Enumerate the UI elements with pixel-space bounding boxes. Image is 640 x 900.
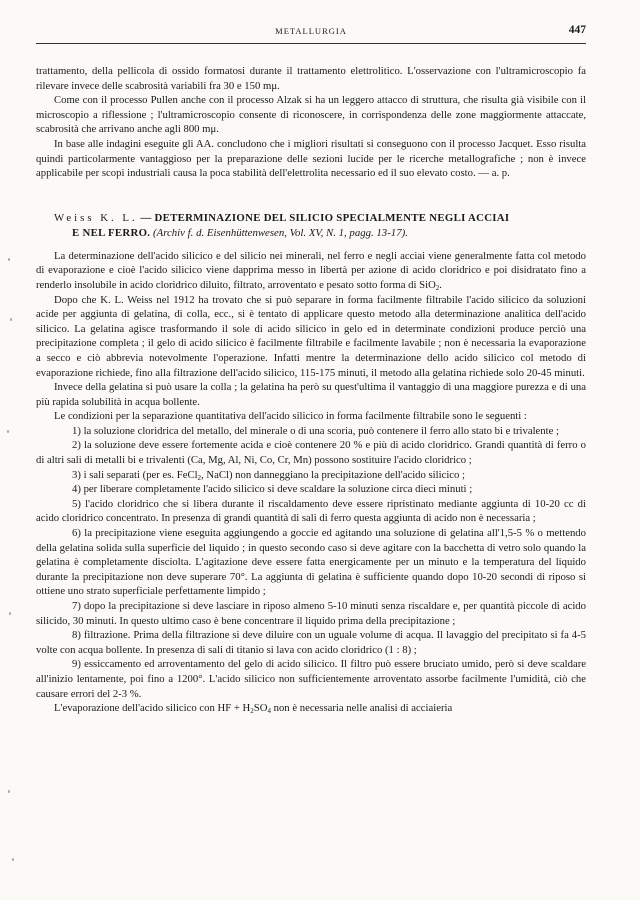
paragraph-1-end: . [439,278,442,291]
running-title: METALLURGIA [275,26,347,36]
condition-item-9: 9) essiccamento ed arroventamento del gelo di acido silicico. Il filtro può essere bruciato umido, però si deve scaldare all'inizio lentamente, poi fino a 1200°. L'acido silicico non sufficientemente arroventato assorbe facilmente l'umidità, ciò che causare errori del 2-3 %. [36,658,586,700]
article-paragraph-last [36,701,586,716]
last-paragraph-subscript-2: 4 [267,707,271,716]
previous-article-paragraph-2: Come con il processo Pullen anche con il processo Alzak si ha un leggero attacco di struttura, che risulta già visibile con il microscopio a riflessione ; l'ultramicroscopio consente di riconoscere, in corrispondenza delle zone maggiormente attaccate, scabrosità che arrivano anche agli 800 mμ. [36,94,586,136]
scan-speck [9,612,11,615]
last-paragraph-text-a: L'evaporazione dell'acido silicico con HF + H [54,702,251,715]
header-rule [36,43,586,44]
article-paragraph-4: Le condizioni per la separazione quantitativa dell'acido silicico in forma facilmente filtrabile sono le seguenti : [54,410,527,423]
paragraph-1-subscript: 2 [435,283,440,292]
condition-item-5: 5) l'acido cloridrico che si libera durante il riscaldamento deve essere ripristinato mediante aggiunta di 10-20 cc di acido cloridrico concentrato. In presenza di grandi quantità di sali di ferro questa aggiunta di acido non è necessaria ; [36,497,586,525]
condition-item-3 [36,468,586,483]
condition-item-6: 6) la precipitazione viene eseguita aggiungendo a goccie ed agitando una soluzione di gelatina all'1,5-5 % o mettendo della gelatina solida sulla superficie del liquido ; in questo secondo caso si deve agitare con la bacchetta di vetro solo quando la gelatina è completamente disciolta. L'agitazione deve essere fatta energicamente per un minuto e la temperatura del liquido durante la precipitazione non deve superare 70°. La aggiunta di gelatina è sufficiente quando dopo 10-20 secondi di riposo si ottiene uno strato superficiale perfettamente limpido ; [36,527,586,598]
section-gap [36,181,586,211]
paragraph-1-text: La determinazione dell'acido silicico e del silicio nei minerali, nel ferro e negli acciai viene generalmente fatta col metodo di evaporazione e cioè l'acido silicico viene dapprima messo in libertà per azione di acido cloridrico e poi disidratato fino a renderlo insolubile in acido cloridrico diluito, filtrato, arroventato e pesato sotto forma di SiO [36,249,586,291]
item-3-subscript: 2 [197,473,202,482]
article-title-continuation [36,226,586,241]
item-3-text-b: , NaCl) non danneggiano la precipitazione dell'acido silicico ; [201,468,466,481]
article-title-line-2: E NEL FERRO. [72,226,151,239]
last-paragraph-text-c: non è necessaria nelle analisi di acciaieria [270,702,453,715]
condition-item-4: 4) per liberare completamente l'acido silicico si deve scaldare la soluzione circa dieci minuti ; [72,483,473,496]
condition-item-8: 8) filtrazione. Prima della filtrazione si deve diluire con un uguale volume di acqua. Il lavaggio del precipitato si fa 4-5 volte con acqua bollente. In presenza di sali di titanio si lava con acido cloridrico (1 : 8) ; [36,629,586,656]
article-paragraph-3: Invece della gelatina si può usare la colla ; la gelatina ha però su quest'ultima il vantaggio di una maggiore purezza e di una più rapida solubilità in acqua bollente. [36,381,586,408]
scan-speck [7,430,9,433]
page-body [36,64,586,716]
scan-speck [10,318,12,321]
article-paragraph-2: Dopo che K. L. Weiss nel 1912 ha trovato che si può separare in forma facilmente filtrabile l'acido silicico da soluzioni acide per aggiunta di gelatina, di colla, ecc., si è tentato di applicare questo metodo alla determinazione analitica dell'acido silicico. La gelatina agisce trasformando il sole di acido silicico in gelo ed in determinate condizioni produce perciò una precipitazione completa ; il gelo di acido silicico è facilmente filtrabile e facilmente lavabile ; non è necessaria la evaporazione a secco e ciò abbrevia notevolmente l'operazione. Infatti mentre la determinazione dello acido silicico col metodo di evaporazione richiede, fino alla filtrazione dell'acido silicico, 115-175 minuti, il metodo alla gelatina richiede solo 20-45 minuti. [36,293,586,379]
last-paragraph-subscript-1: 2 [250,707,254,716]
condition-item-2: 2) la soluzione deve essere fortemente acida e cioè contenere 20 % e più di acido cloridrico. Grandi quantità di ferro o di altri sali di metalli bi e trivalenti (Ca, Mg, Al, Ni, Co, Cr, Mn) possono sostituire l'acido cloridrico ; [36,439,586,467]
previous-article-paragraph-3: In base alle indagini eseguite gli AA. concludono che i migliori risultati si conseguono con il processo Jacquet. Esso risulta quindi particolarmente vantaggioso per la preparazione delle sezioni lucide per le ricerche metallografiche ; non è invece applicabile per scopi industriali causa la poca stabilità dell'elettrolita necessario ed il suo elevato costo. — a. p. [36,137,586,180]
scan-speck [12,858,14,861]
article-title-line-1: — DETERMINAZIONE DEL SILICIO SPECIALMENTE NEGLI ACCIAI [140,211,510,224]
article-heading [36,211,586,241]
item-3-text-a: 3) i sali separati (per es. FeCl [72,468,198,481]
article-author: Weiss K. L. [54,211,138,224]
last-paragraph-text-b: SO [253,702,268,715]
scan-speck [8,258,10,261]
condition-item-1: 1) la soluzione cloridrica del metallo, del minerale o di una scoria, può contenere il ferro allo stato bi e trivalente ; [72,424,559,437]
previous-article-paragraph-1: trattamento, della pellicola di ossido formatosi durante il trattamento elettrolitico. L'osservazione con l'ultramicroscopio fa rilevare invece delle scabrosità variabili fra 30 e 150 mμ. [36,65,586,92]
condition-item-7: 7) dopo la precipitazione si deve lasciare in riposo almeno 5-10 minuti senza riscaldare e, per quantità piccole di acido silicido, 30 minuti. In questo ultimo caso è bene concentrare il liquido prima della precipitazione ; [36,600,586,627]
scan-speck [8,790,10,793]
page-number: 447 [568,24,586,36]
title-gap [36,241,586,249]
article-citation: (Archiv f. d. Eisenhüttenwesen, Vol. XV, N. 1, pagg. 13-17). [153,226,408,239]
article-paragraph-1 [36,249,586,293]
running-head [36,26,586,40]
